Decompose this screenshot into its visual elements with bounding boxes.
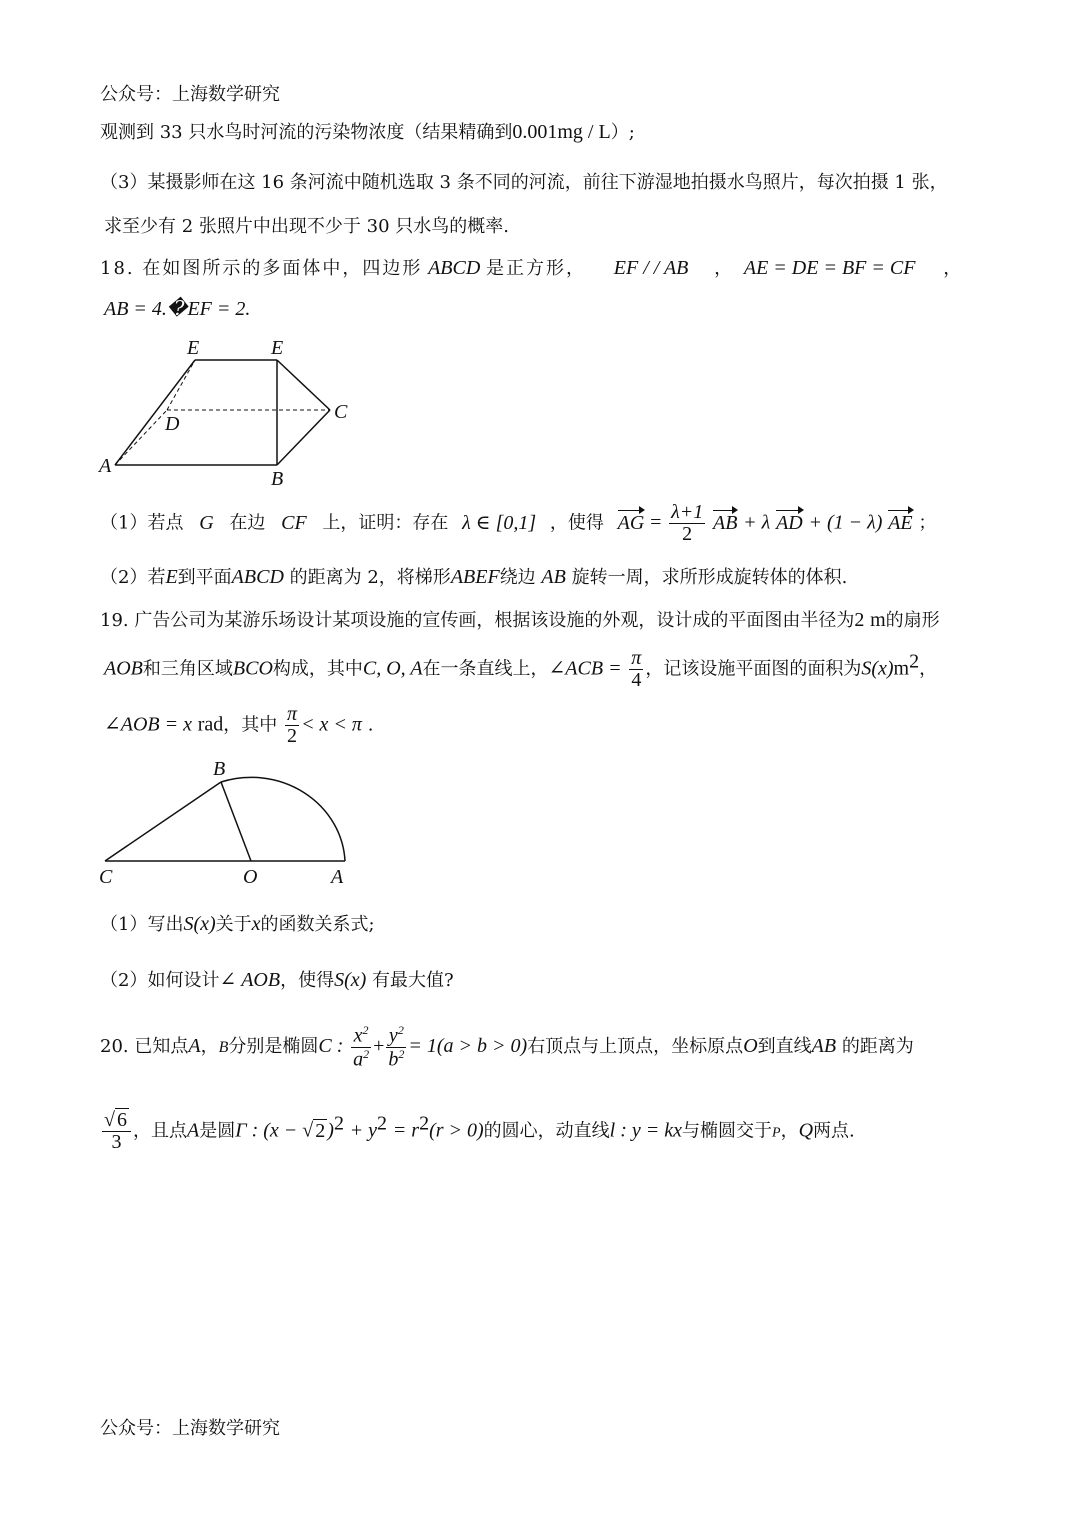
q20-l2-mid4: 与椭圆交于 [682, 1120, 773, 1142]
q18-equal-chain: AE = DE = BF = CF [743, 257, 916, 279]
q19-p2-angle: ∠ AOB [219, 969, 281, 991]
q19-coa: C, O, A [362, 657, 423, 680]
q19-angle-aob: ∠AOB = x [104, 713, 193, 736]
q18-p1-g: G [199, 511, 214, 534]
label-b: B [213, 758, 226, 780]
q20-a-den: a [353, 1048, 364, 1071]
q19-p2-sx: S(x) [334, 969, 367, 991]
label-e2: E [271, 337, 284, 359]
q19-part1 [100, 910, 1080, 936]
q18-p2-abcd: ABCD [231, 566, 284, 588]
arc-ab [221, 777, 345, 861]
q18-p2-abef: ABEF [450, 566, 500, 588]
q18-figure [95, 330, 365, 490]
label-d: D [165, 413, 180, 435]
q20-b: B [218, 1039, 229, 1057]
q19-where: ，其中 [223, 714, 278, 736]
edge-de-hidden [167, 360, 195, 410]
q18-p2-mid1: 到平面 [177, 567, 232, 588]
label-e1: E [187, 337, 200, 359]
q18-p1-plus-lambda: + λ [743, 511, 771, 534]
q17-line-a-end: ）; [610, 122, 635, 143]
q18-stem [100, 254, 1080, 280]
q20-p: P [772, 1125, 781, 1141]
q18-vec-ag: AG [617, 511, 645, 534]
q20-sqrt2: 2 [315, 1119, 326, 1142]
q18-p2-mid2: 的距离为 2，将梯形 [289, 567, 451, 588]
q19-aob: AOB [104, 657, 143, 680]
q20-l2-mid1: ，且点 [132, 1120, 187, 1142]
q19-line1-end: 的扇形 [885, 610, 940, 631]
q20-circ-2: + y [349, 1119, 378, 1142]
q18-p1-end: ； [918, 512, 937, 534]
label-a: A [331, 866, 344, 888]
q18-p1-mid1: 在边 [229, 512, 266, 534]
q18-ef-parallel-ab: EF / / AB [613, 257, 689, 279]
label-a: A [99, 455, 112, 477]
q19-p2-mid: ，使得 [280, 970, 335, 991]
q20-b-den: b [388, 1048, 399, 1071]
q20-line1: 20. 已知点A，B分别是椭圆C : $\frac{x^2}{a^2}$ + $\frac{y^2}{b^2}$ = 1(a > b > 0)右顶点与上顶点，坐标原点O到直线AB 的距离为 [100, 1023, 914, 1071]
q18-p2-end: 旋转一周，求所形成旋转体的体积. [571, 567, 848, 588]
q18-vec-ab: AB [712, 511, 738, 534]
q19-range-rest: < x < π [301, 713, 362, 736]
q20-q: Q [798, 1119, 814, 1142]
q18-p1-frac-den: 2 [682, 523, 693, 545]
q18-p1-plus-paren: + (1 − λ) [808, 511, 883, 534]
q19-pi-over-4 [629, 648, 643, 691]
q20-ab: AB [811, 1035, 837, 1058]
q19-unit-m: m [870, 609, 886, 631]
q20-prefix: 20. 已知点 [100, 1036, 189, 1058]
q17-part3-line1: （3）某摄影师在这 16 条河流中随机选取 3 条不同的河流，前往下游湿地拍摄水鸟照片，每次拍摄 1 张， [100, 172, 948, 193]
q18-p1-mid3: ，使得 [549, 512, 604, 534]
q19-p1-prefix: （1）写出 [100, 914, 184, 935]
q18-stem-prefix: 18. 在如图所示的多面体中，四边形 [100, 258, 423, 279]
q19-line2: AOB和三角区域BCO构成，其中C, O, A在一条直线上，∠ACB = $\frac{\pi}{4}$ ，记该设施平面图的面积为$S(x)m^2$， [104, 647, 938, 691]
q19-m2: m [893, 657, 910, 680]
q19-bco: BCO [232, 657, 273, 680]
q20-circ-4: (r > 0) [429, 1119, 484, 1142]
q19-line1-text: 19. 广告公司为某游乐场设计某项设施的宣传画，根据该设施的外观，设计成的平面图由半径为 [100, 610, 855, 631]
q19-period: . [367, 714, 374, 736]
q20-frac-x: $\frac{x^2}{a^2}$ [353, 1023, 370, 1071]
q20-line2: $\frac{√ 6}{3}$ ，且点A是圆Γ : (x − √ 2 )$^2 + y^2 = r^2(r > 0)$的圆心，动直线l : y = kx与椭圆交于P，Q两点. [104, 1109, 855, 1153]
q18-vec-ae: AE [888, 511, 913, 534]
q18-is-square: 是正方形， [486, 258, 587, 279]
q18-p2-ab: AB [541, 566, 566, 588]
q20-c-colon: C : [318, 1035, 344, 1058]
q19-radius: 2 [854, 609, 865, 631]
q19-part2 [100, 966, 1080, 992]
q20-l2-comma: ， [780, 1120, 799, 1142]
q20-o: O [743, 1035, 758, 1058]
q20-circ-3: = r [392, 1119, 420, 1142]
segment-cb [105, 782, 221, 861]
q20-frac-y: $\frac{y^2}{b^2}$ [388, 1023, 405, 1071]
q19-figure [95, 755, 365, 890]
q17-precision: 0.001mg / L [512, 121, 611, 143]
q18-p1-frac [669, 502, 705, 545]
q20-three: 3 [111, 1131, 122, 1153]
label-c: C [99, 866, 113, 888]
q20-mid3: 到直线 [757, 1036, 812, 1058]
q19-pi-over-2 [285, 704, 299, 747]
q19-pi: π [631, 647, 642, 669]
q18-p1-cf: CF [281, 511, 307, 534]
q20-mid4: 的距离为 [841, 1036, 914, 1058]
q19-four: 4 [631, 669, 642, 691]
q18-p2-e: E [165, 566, 178, 588]
q18-comma2: ， [943, 258, 962, 279]
q20-l2-a: A [186, 1119, 200, 1142]
q20-gamma: Γ : (x − [235, 1119, 298, 1142]
edge-bc [277, 410, 330, 465]
q19-pi2: π [287, 703, 298, 725]
label-c: C [334, 401, 348, 423]
q18-p2-mid3: 绕边 [499, 567, 536, 588]
label-o: O [243, 866, 258, 888]
q18-p1-mid2: 上，证明：存在 [322, 512, 449, 534]
q18-p2-prefix: （2）若 [100, 567, 166, 588]
q18-p1-lambda-range: λ ∈ [0,1] [462, 511, 537, 534]
page-footer: 公众号：上海数学研究 [100, 1418, 280, 1439]
q19-sx: S(x) [861, 657, 894, 680]
q19-and-region: 和三角区域 [142, 658, 233, 680]
q19-angle-acb: ∠ACB = [548, 657, 622, 680]
q18-ab-ef: AB = 4.�EF = 2. [104, 298, 251, 320]
q19-p2-prefix: （2）如何设计 [100, 970, 220, 991]
q20-line-l: l : y = kx [609, 1119, 683, 1142]
q18-comma: ， [714, 258, 733, 279]
q19-composed: 构成，其中 [272, 658, 363, 680]
q20-comma: ， [200, 1036, 219, 1058]
q20-x: x [353, 1024, 363, 1047]
q20-y: y [388, 1024, 398, 1047]
q19-p2-end: 有最大值? [372, 970, 454, 991]
q18-part2 [100, 563, 1080, 589]
q17-line-a [100, 118, 1080, 144]
q19-collinear: 在一条直线上， [422, 658, 549, 680]
q19-p1-x: x [251, 913, 261, 935]
q19-line3 [104, 704, 1080, 747]
q20-eq-cond: = 1(a > b > 0) [408, 1035, 528, 1058]
q20-a: A [188, 1035, 201, 1058]
q18-p1-prefix: （1）若点 [100, 512, 184, 534]
q18-abcd: ABCD [428, 257, 481, 279]
q19-comma: ， [919, 658, 938, 680]
edge-ad-hidden [115, 410, 167, 465]
q20-mid2: 右顶点与上顶点，坐标原点 [527, 1036, 744, 1058]
page-header: 公众号：上海数学研究 [100, 84, 280, 105]
segment-bo [221, 782, 251, 861]
q20-sqrt6: 6 [116, 1109, 127, 1131]
q20-l2-mid2: 是圆 [199, 1120, 236, 1142]
q19-area-text: ，记该设施平面图的面积为 [645, 658, 862, 680]
label-b: B [271, 468, 284, 490]
q17-line-a-text: 观测到 33 只水鸟时河流的污染物浓度（结果精确到 [100, 122, 513, 143]
q18-p1-frac-num: λ+1 [671, 501, 704, 523]
q19-p1-mid: 关于 [215, 914, 252, 935]
q18-part1 [100, 502, 1080, 545]
q20-circ-1: ) [327, 1119, 334, 1142]
q19-p1-end: 的函数关系式; [260, 914, 375, 935]
edge-ec [277, 360, 330, 410]
q17-part3-line2: 求至少有 2 张照片中出现不少于 30 只水鸟的概率. [104, 216, 509, 237]
edge-ae [115, 360, 195, 465]
q20-l2-end: 两点. [813, 1120, 855, 1142]
q19-p1-sx: S(x) [183, 913, 216, 935]
q18-p1-eq: = [650, 511, 662, 534]
q20-mid1: 分别是椭圆 [228, 1036, 319, 1058]
q19-rad: rad [197, 713, 224, 736]
q19-line1 [100, 606, 1080, 632]
q20-l2-mid3: 的圆心，动直线 [483, 1120, 610, 1142]
q20-sqrt6-over-3: $\frac{√ 6}{3}$ [102, 1110, 131, 1153]
q18-vec-ad: AD [776, 511, 803, 534]
q19-two: 2 [287, 725, 298, 747]
